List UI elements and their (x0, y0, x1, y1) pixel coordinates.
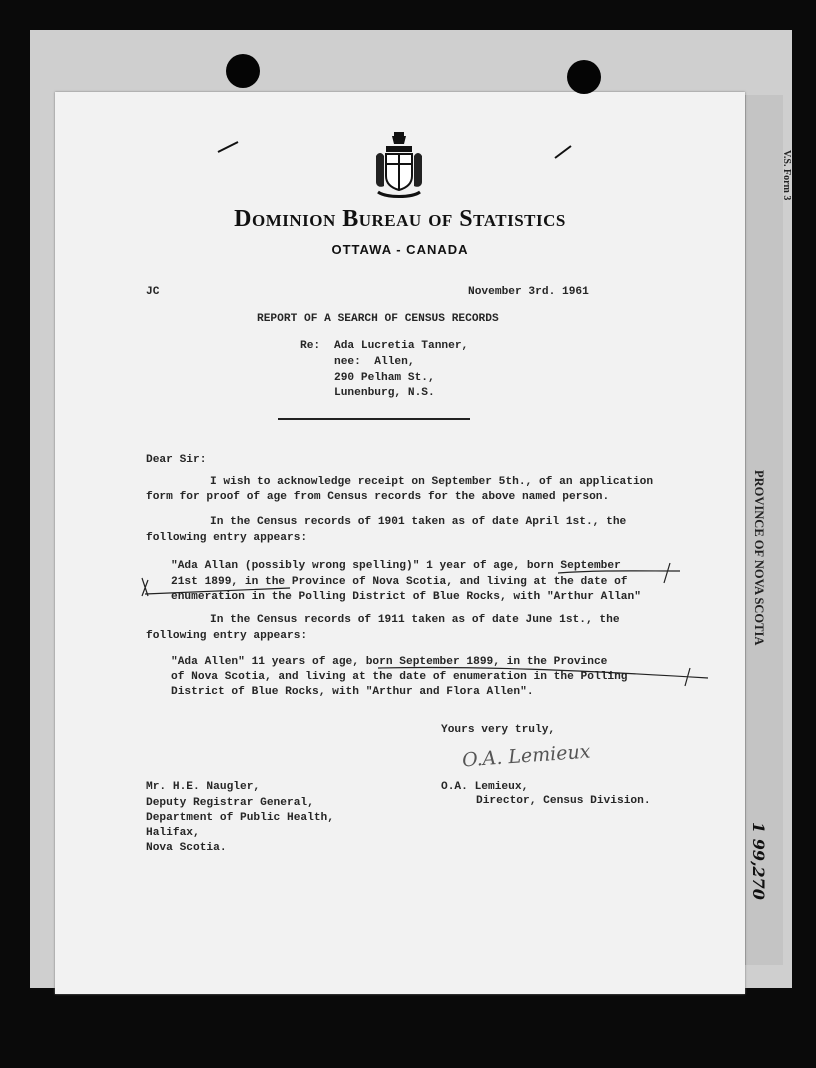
paragraph-line: following entry appears: (146, 532, 308, 544)
quote-line: of Nova Scotia, and living at the date of enumeration in the Polling (171, 671, 628, 683)
addressee-line: Nova Scotia. (146, 842, 227, 854)
addressee-line: Deputy Registrar General, (146, 797, 314, 809)
handwritten-number: 1 99,270 (749, 822, 768, 900)
form-label: V.S. Form 3 (781, 150, 792, 201)
paragraph-line: form for proof of age from Census records for the above named person. (146, 491, 610, 503)
paragraph-line: In the Census records of 1911 taken as of date June 1st., the (210, 614, 620, 626)
paragraph-line: I wish to acknowledge receipt on September 5th., of an application (210, 476, 654, 488)
signer-title: Director, Census Division. (476, 795, 651, 807)
re-line: Lunenburg, N.S. (334, 387, 435, 399)
paragraph-line: In the Census records of 1901 taken as of date April 1st., the (210, 516, 627, 528)
quote-line: "Ada Allan (possibly wrong spelling)" 1 year of age, born September (171, 560, 621, 572)
signer-name: O.A. Lemieux, (441, 781, 529, 793)
closing: Yours very truly, (441, 724, 556, 736)
signature: O.A. Lemieux (461, 740, 592, 772)
letter-date: November 3rd. 1961 (468, 286, 589, 298)
re-line: nee: Allen, (334, 356, 415, 368)
addressee-line: Mr. H.E. Naugler, (146, 781, 261, 793)
quote-line: 21st 1899, in the Province of Nova Scotia, and living at the date of (171, 576, 628, 588)
quote-line: District of Blue Rocks, with "Arthur and Flora Allen". (171, 686, 534, 698)
quote-line: "Ada Allen" 11 years of age, born September 1899, in the Province (171, 656, 608, 668)
paragraph-line: following entry appears: (146, 630, 308, 642)
bureau-location: OTTAWA - CANADA (331, 242, 469, 257)
bureau-name: Dominion Bureau of Statistics (234, 206, 566, 232)
report-title: REPORT OF A SEARCH OF CENSUS RECORDS (257, 313, 499, 325)
salutation: Dear Sir: (146, 454, 207, 466)
re-line: Ada Lucretia Tanner, (334, 340, 469, 352)
reference-initials: JC (146, 286, 160, 298)
quote-line: enumeration in the Polling District of Blue Rocks, with "Arthur Allan" (171, 591, 641, 603)
addressee-line: Department of Public Health, (146, 812, 334, 824)
re-label: Re: (300, 340, 321, 352)
addressee-line: Halifax, (146, 827, 200, 839)
province-label: PROVINCE OF NOVA SCOTIA (752, 470, 766, 646)
re-line: 290 Pelham St., (334, 372, 435, 384)
